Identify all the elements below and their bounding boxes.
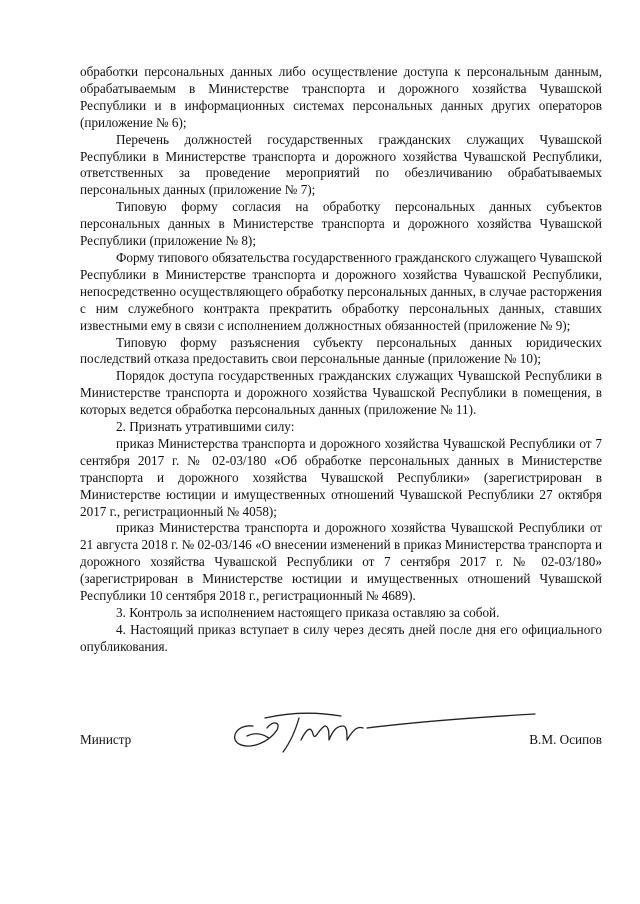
paragraph-repealed-order-2: приказ Министерства транспорта и дорожного хозяйства Чувашской Республики от 21 августа 2018 г. № 02-03/146 «О внесении изменений в приказ Министерства транспорта и дорожного хозяйства Чувашской Республики от 7 сентября 2017 г. № 02-03/180» (зарегистрирован в Министерстве юстиции и имущественных отношений Чувашской Республики 10 сентября 2018 г., регистрационный № 4689). [80,520,603,604]
signatory-name: В.М. Осипов [529,732,602,747]
paragraph-repealed-order-1: приказ Министерства транспорта и дорожного хозяйства Чувашской Республики от 7 сентября 2017 г. № 02-03/180 «Об обработке персональных данных в Министерстве транспорта и дорожного хозяйства Чувашской Республики» (зарегистрирован в Министерстве юстиции и имущественных отношений Чувашской Республики 27 октября 2017 г., регистрационный № 4058); [80,435,602,519]
document-body [80,64,602,656]
signatory-title: Министр [80,732,132,747]
paragraph-consent-form: Типовую форму согласия на обработку персональных данных субъектов персональных данных в Министерстве транспорта и дорожного хозяйства Чувашской Республики (приложение № 8); [80,199,602,249]
paragraph-explanation-form: Типовую форму разъяснения субъекту персональных данных юридических последствий отказа предоставить свои персональные данные (приложение № 10); [80,334,602,367]
paragraph-section-4: 4. Настоящий приказ вступает в силу через десять дней после дня его официального опубликования. [80,621,602,654]
paragraph-access-procedure: Порядок доступа государственных гражданских служащих Чувашской Республики в Министерстве транспорта и дорожного хозяйства Чувашской Республики в помещения, в которых ведется обработка персональных данных (приложение № 11). [80,368,602,418]
signature-block [80,732,602,756]
paragraph-section-3: 3. Контроль за исполнением настоящего приказа оставляю за собой. [116,605,500,620]
paragraph-positions-list: Перечень должностей государственных гражданских служащих Чувашской Республики в Министерстве транспорта и дорожного хозяйства Чувашской Республики, ответственных за проведение мероприятий по обезличиванию обрабатываемых персональных данных (приложение № 7); [80,131,602,198]
paragraph-operators-access: обработки персональных данных либо осуществление доступа к персональным данным, обрабатываемым в Министерстве транспорта и дорожного хозяйства Чувашской Республики и в информационных системах персональных данных других операторов (приложение № 6); [80,64,602,130]
paragraph-section-2: 2. Признать утратившими силу: [116,419,295,435]
paragraph-obligation-form: Форму типового обязательства государственного гражданского служащего Чувашской Республики в Министерстве транспорта и дорожного хозяйства Чувашской Республики, непосредственно осуществляющего обработку персональных данных, в случае расторжения с ним служебного контракта прекратить обработку персональных данных, ставших известными ему в связи с исполнением должностных обязанностей (приложение № 9); [80,249,602,333]
